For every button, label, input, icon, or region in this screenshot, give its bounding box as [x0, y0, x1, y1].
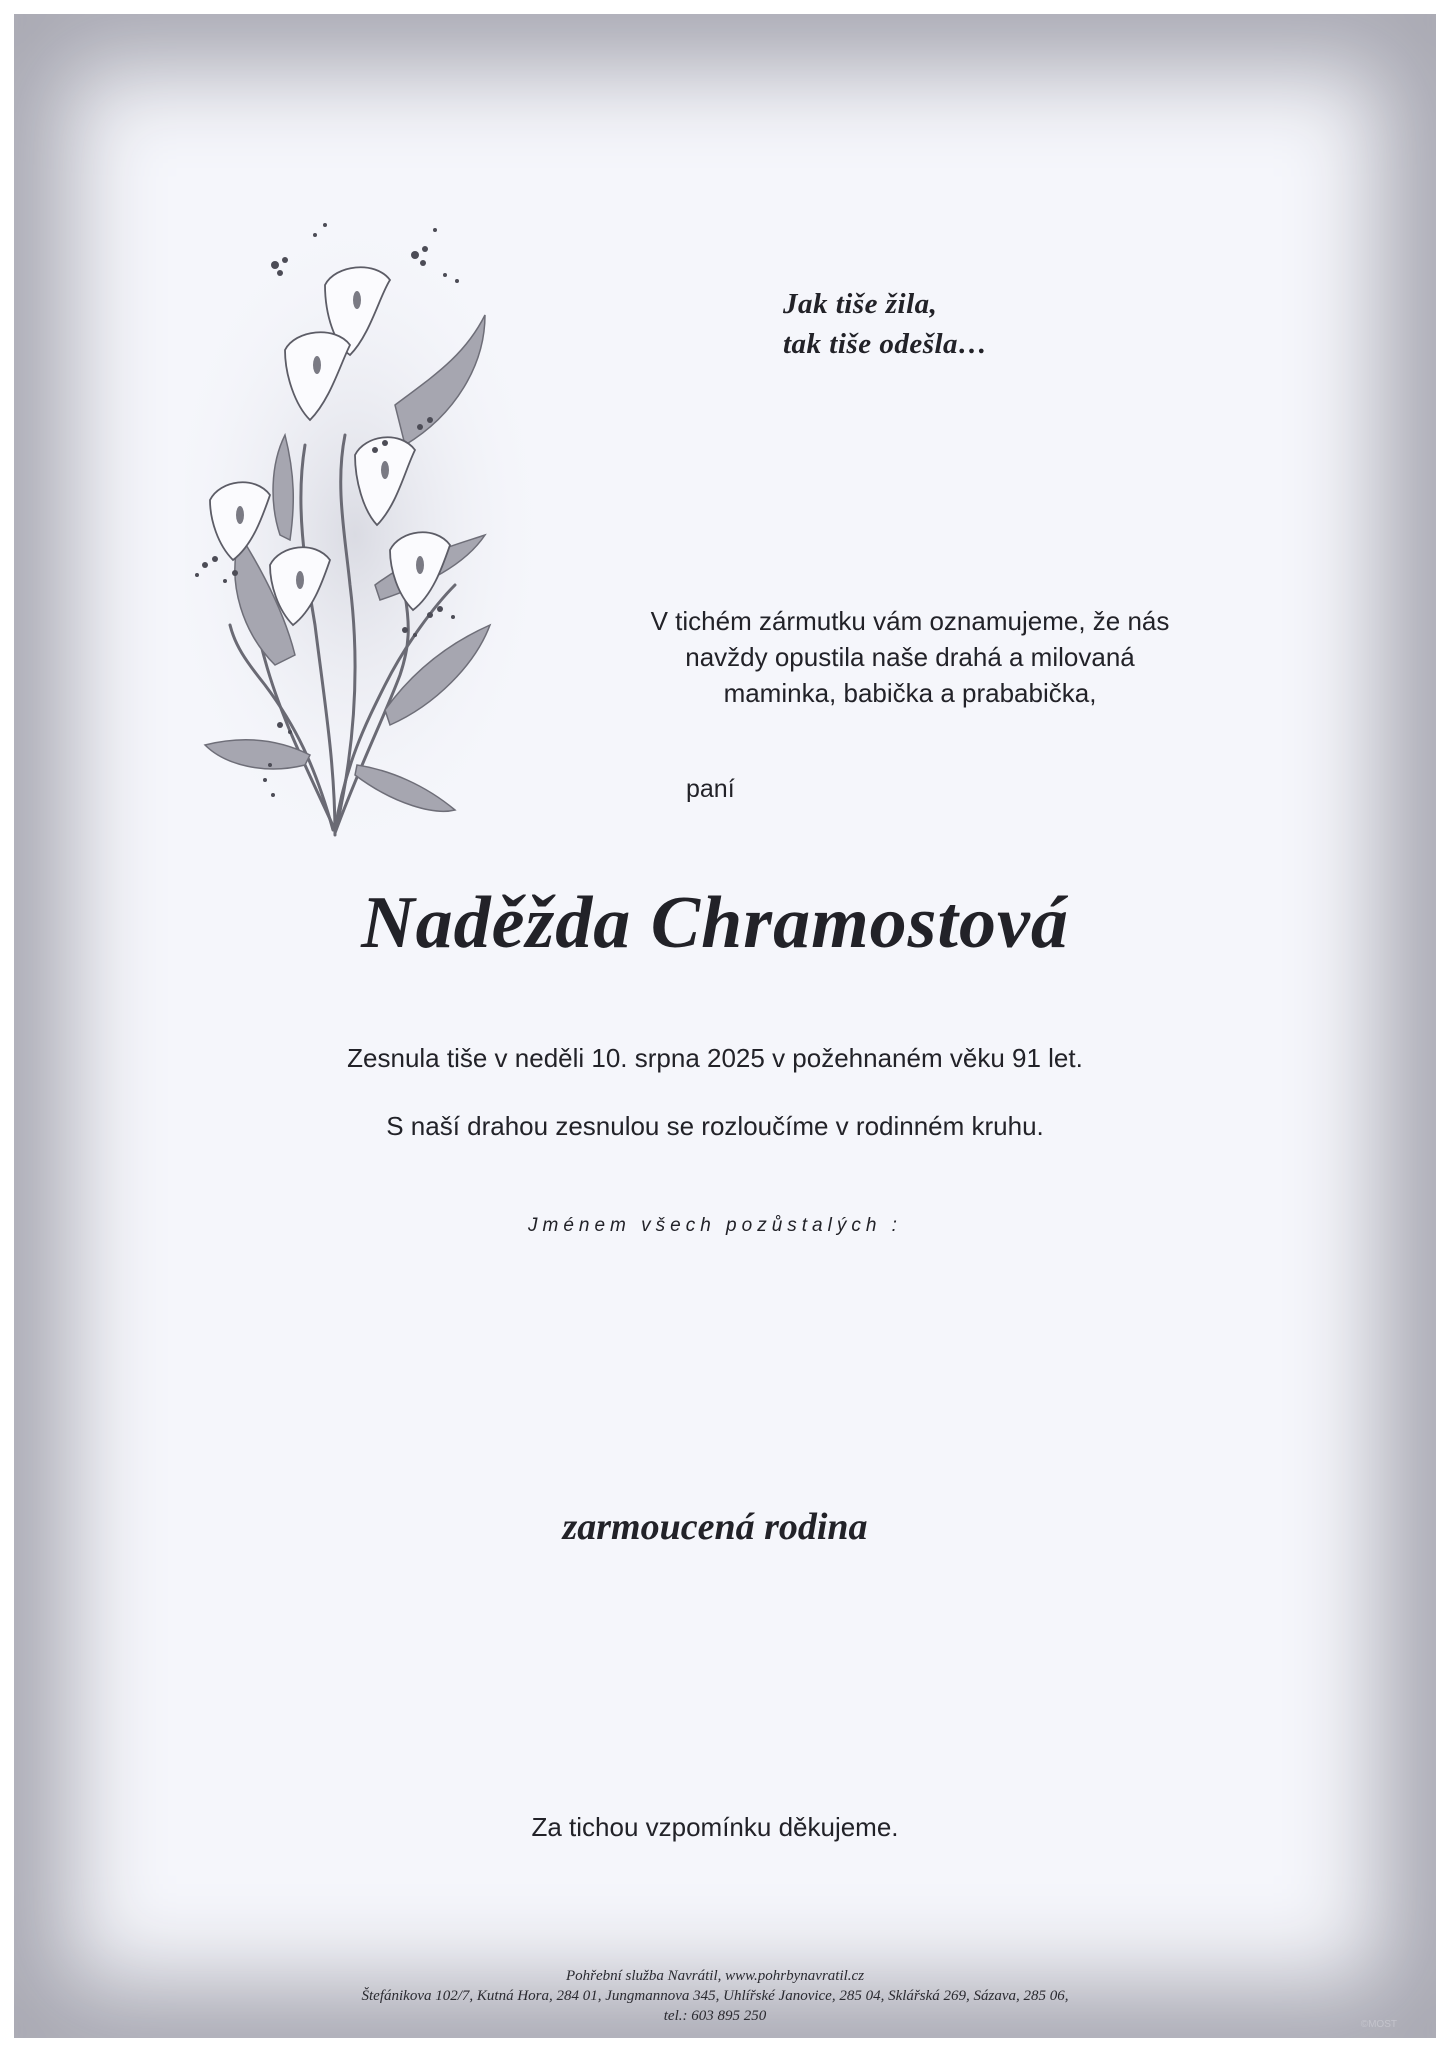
title-word: paní: [686, 775, 735, 803]
on-behalf-label: Jménem všech pozůstalých :: [528, 1215, 902, 1236]
footer-line-1: Pohřební služba Navrátil, www.pohrbynavratil.cz: [565, 1968, 865, 1984]
death-notice-line: Zesnula tiše v neděli 10. srpna 2025 v požehnaném věku 91 let.: [347, 1043, 1083, 1073]
footer-line-2: Štefánikova 102/7, Kutná Hora, 284 01, Jungmannova 345, Uhlířské Janovice, 285 04, Sklářská 269, Sázava, 285 06,: [361, 1988, 1069, 2004]
announcement-line-3: maminka, babička a prababička,: [723, 678, 1097, 708]
announcement-line-1: V tichém zármutku vám oznamujeme, že nás: [650, 606, 1170, 636]
deceased-name: Naděžda Chramostová: [361, 882, 1069, 964]
farewell-line: S naší drahou zesnulou se rozloučíme v rodinném kruhu.: [386, 1111, 1044, 1141]
announcement-line-2: navždy opustila naše drahá a milovaná: [685, 642, 1135, 672]
motto: [783, 284, 988, 364]
footer-line-3: tel.: 603 895 250: [663, 2008, 767, 2024]
corner-watermark: ©MOST: [1360, 2019, 1397, 2030]
funeral-service-footer: [150, 1966, 1280, 2026]
thanks-line: Za tichou vzpomínku děkujeme.: [531, 1812, 899, 1842]
motto-line-1: Jak tiše žila,: [783, 288, 938, 320]
calla-lily-bouquet-illustration: [185, 205, 545, 845]
family-signature: zarmoucená rodina: [562, 1506, 868, 1548]
announcement: [600, 603, 1220, 711]
motto-line-2: tak tiše odešla…: [783, 328, 988, 360]
